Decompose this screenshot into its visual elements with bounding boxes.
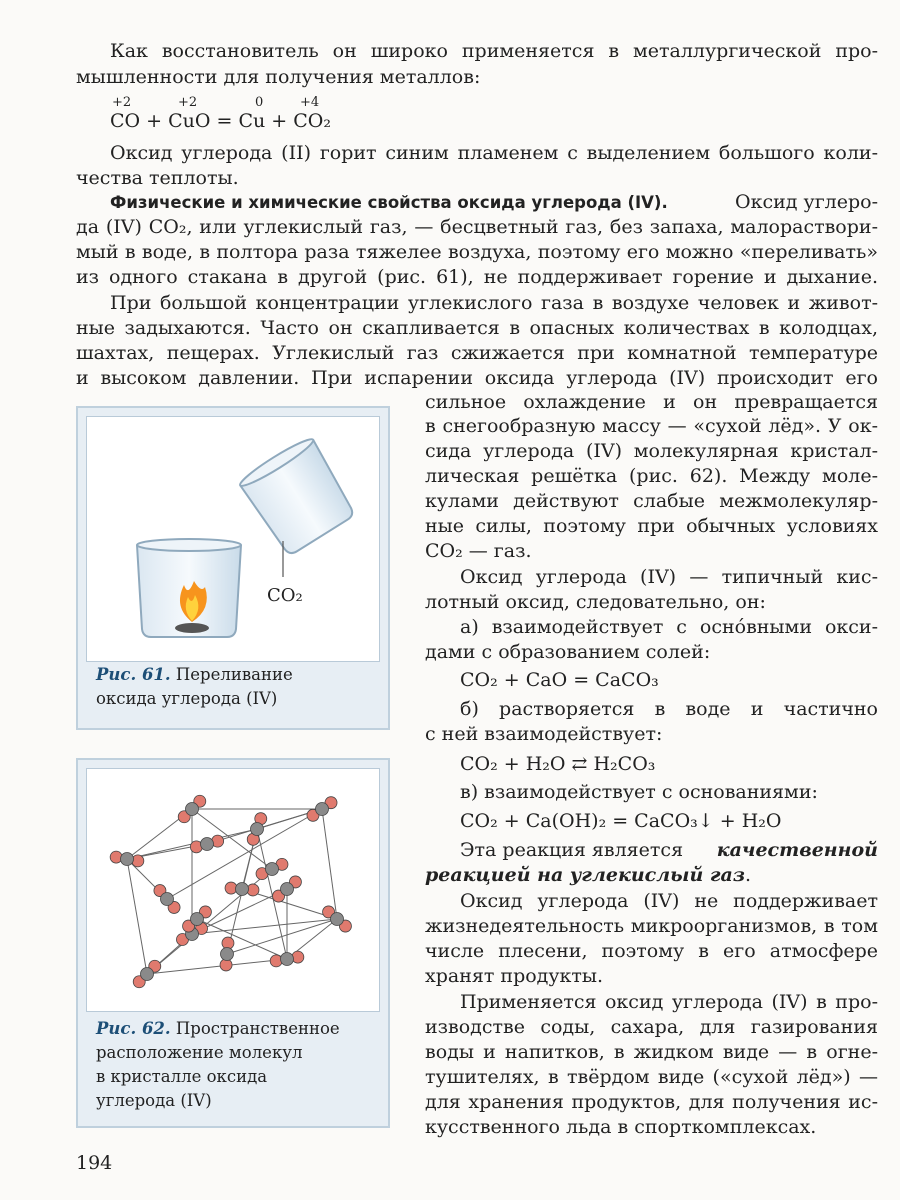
carbon-atom (141, 968, 154, 981)
text-line: дами с образованием солей: (425, 641, 711, 663)
carbon-atom (221, 948, 234, 961)
carbon-atom (331, 913, 344, 926)
text-line: лотный оксид, следовательно, он: (425, 591, 766, 613)
text-line: Оксид углерода (II) горит синим пламенем с выделением большого коли- (110, 142, 878, 164)
text-line: в снегообразную массу — «сухой лёд». У ок- (425, 415, 878, 437)
reaction-equation: CO₂ + H₂O ⇄ H₂CO₃ (460, 753, 656, 775)
text-line: лическая решётка (рис. 62). Между моле- (425, 465, 878, 487)
text-line: числе плесени, поэтому в его атмосфере (425, 940, 878, 962)
lattice-bond (147, 959, 287, 974)
text-line: чества теплоты. (76, 167, 239, 189)
text-line: в) взаимодействует с основаниями: (460, 781, 818, 803)
oxidation-state: +2 (112, 95, 132, 110)
figure-62-illustration (86, 768, 380, 1012)
oxidation-state: 0 (255, 95, 264, 110)
carbon-atom (191, 913, 204, 926)
co2-label: CO₂ (267, 585, 303, 606)
caption-text: углерода (IV) (96, 1091, 212, 1110)
beaker-pour-illustration (87, 417, 379, 661)
oxygen-atom (270, 955, 282, 967)
figure-61 (76, 406, 390, 730)
text-line: изводстве соды, сахара, для газирования (425, 1016, 878, 1038)
carbon-atom (316, 803, 329, 816)
oxidation-state: +4 (300, 95, 320, 110)
text-line: CO₂ — газ. (425, 540, 532, 562)
text-line: Оксид углерода (IV) не поддерживает (460, 890, 878, 912)
text-line: ные задыхаются. Часто он скапливается в опасных количествах в колодцах, (76, 317, 878, 339)
figure-61-caption (96, 664, 293, 686)
carbon-atom (251, 823, 264, 836)
figure-62-label: Рис. 62. (96, 1019, 171, 1038)
page-number: 194 (76, 1152, 113, 1174)
carbon-atom (161, 893, 174, 906)
figure-62 (76, 758, 390, 1128)
carbon-atom (186, 803, 199, 816)
text-line: Как восстановитель он широко применяется в металлургической про- (110, 40, 878, 62)
text-line: тушителях, в твёрдом виде («сухой лёд») — (425, 1066, 878, 1088)
crystal-lattice-illustration (87, 769, 379, 1011)
section-title: Физические и химические свойства оксида углерода (IV). (110, 193, 668, 212)
caption-text: расположение молекул (96, 1043, 303, 1062)
text-line: Оксид углерода (IV) — типичный кис- (460, 566, 878, 588)
text-line: а) взаимодействует с оснóвными окси- (460, 616, 878, 638)
text-line: да (IV) CO₂, или углекислый газ, — бесцветный газ, без запаха, малораствори- (76, 216, 878, 238)
text-fragment: . (745, 864, 752, 886)
text-line: для хранения продуктов, для получения ис- (425, 1091, 878, 1113)
reaction-equation: CO₂ + CaO = CaCO₃ (460, 669, 659, 691)
carbon-atom (201, 838, 214, 851)
text-line: сида углерода (IV) молекулярная кристал- (425, 440, 878, 462)
carbon-atom (121, 853, 134, 866)
carbon-atom (236, 883, 249, 896)
text-line (460, 837, 878, 863)
emphasis-text: реакцией на углекислый газ (425, 864, 745, 886)
text-line: жизнедеятельность микроорганизмов, в том (425, 915, 878, 937)
text-line: ные силы, поэтому при обычных условиях (425, 515, 878, 537)
oxygen-atom (292, 951, 304, 963)
text-line: кусственного льда в спорткомплексах. (425, 1116, 817, 1138)
caption-text: Пространственное (175, 1019, 340, 1038)
text-line: мышленности для получения металлов: (76, 66, 481, 88)
text-line: Применяется оксид углерода (IV) в про- (460, 991, 878, 1013)
figure-61-label: Рис. 61. (96, 665, 171, 684)
text-line: с ней взаимодействует: (425, 723, 663, 745)
text-line (425, 862, 751, 888)
text-line: При большой концентрации углекислого газа в воздухе человек и живот- (110, 292, 878, 314)
text-line: хранят продукты. (425, 965, 604, 987)
oxygen-atom (110, 851, 122, 863)
section-heading-line (110, 189, 878, 216)
reaction-equation: CO₂ + Ca(OH)₂ = CaCO₃↓ + H₂O (460, 810, 782, 832)
text-line: кулами действуют слабые межмолекуляр- (425, 490, 878, 512)
text-line: сильное охлаждение и он превращается (425, 391, 878, 413)
text-line: шахтах, пещерах. Углекислый газ сжижается при комнатной температуре (76, 342, 878, 364)
text-line: мый в воде, в полтора раза тяжелее воздуха, поэтому его можно «переливать» (76, 241, 878, 263)
carbon-atom (266, 863, 279, 876)
carbon-atom (281, 953, 294, 966)
oxygen-atom (132, 855, 144, 867)
oxidation-state: +2 (178, 95, 198, 110)
text-line: из одного стакана в другой (рис. 61), не поддерживает горение и дыхание. (76, 266, 878, 288)
text-line: Оксид углеро- (735, 191, 878, 213)
reaction-equation: CO + CuO = Cu + CO₂ (110, 110, 331, 132)
caption-text: оксида углерода (IV) (96, 689, 278, 708)
caption-text: в кристалле оксида (96, 1067, 268, 1086)
carbon-atom (281, 883, 294, 896)
lattice-bond (322, 809, 337, 919)
text-fragment: Эта реакция является (460, 839, 684, 861)
text-line: и высоком давлении. При испарении оксида углерода (IV) происходит его (76, 367, 878, 389)
text-line: воды и напитков, в жидком виде — в огне- (425, 1041, 878, 1063)
text-line: б) растворяется в воде и частично (460, 698, 878, 720)
figure-61-illustration (86, 416, 380, 662)
caption-text: Переливание (175, 665, 293, 684)
figure-62-caption (96, 1018, 340, 1040)
emphasis-text: качественной (716, 839, 878, 861)
